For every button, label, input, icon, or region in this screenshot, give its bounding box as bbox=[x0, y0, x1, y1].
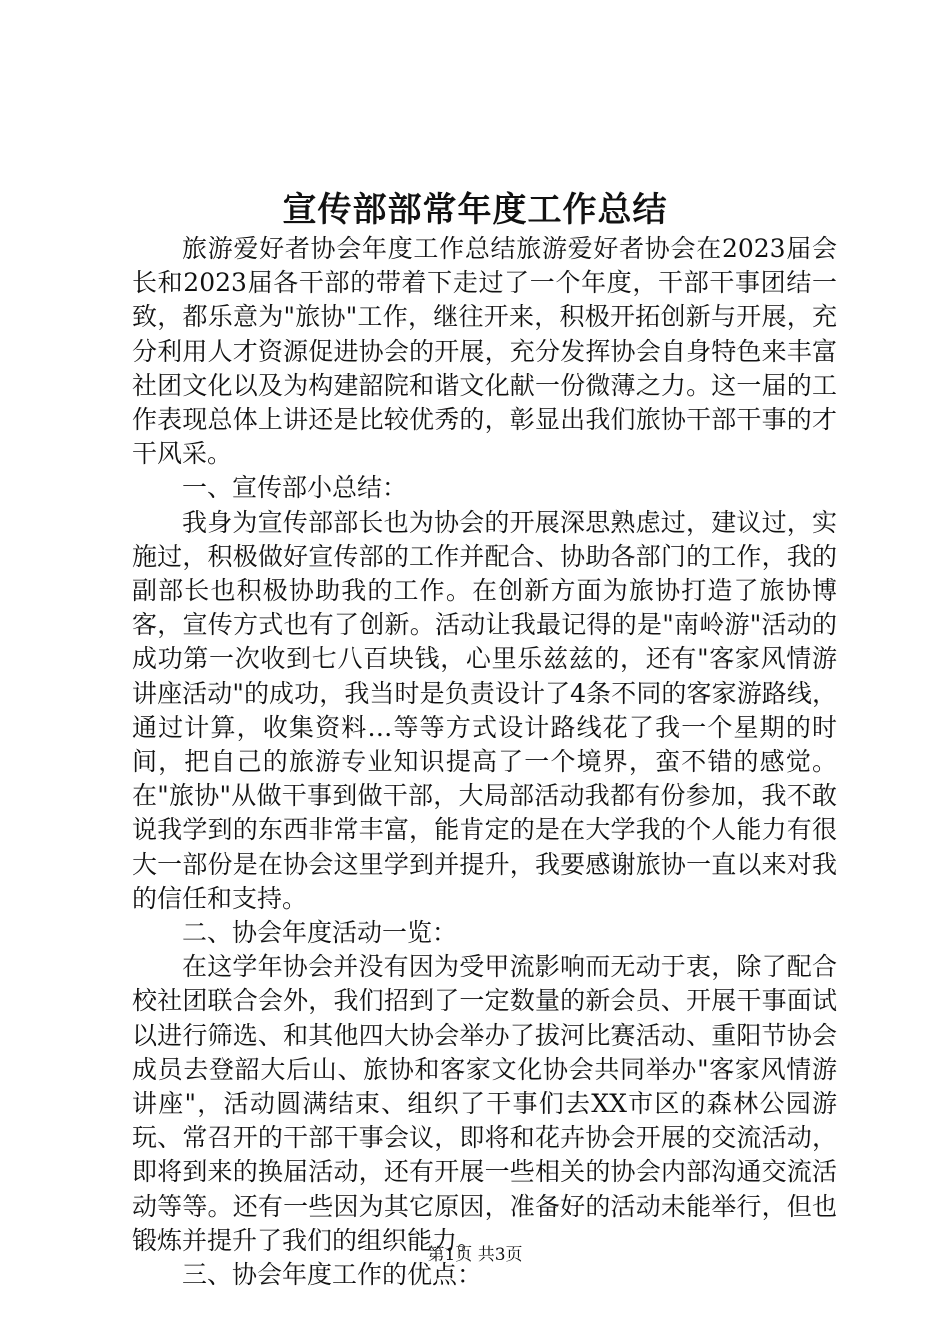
paragraph-annual-activities: 在这学年协会并没有因为受甲流影响而无动于衷，除了配合校社团联合会外，我们招到了一定数量的新会员、开展干事面试以进行筛选、和其他四大协会举办了拔河比赛活动、重阳节协会成员去登韶大后山、旅协和客家文化协会共同举办"客家风情游讲座"，活动圆满结束、组织了干事们去XX市区的森林公园游玩、常召开的干部干事会议，即将和花卉协会开展的交流活动，即将到来的换届活动，还有开展一些相关的协会内部沟通交流活动等等。还有一些因为其它原因，准备好的活动未能举行，但也锻炼并提升了我们的组织能力。 bbox=[132, 952, 837, 1255]
document-body bbox=[132, 232, 837, 1292]
section-heading-annual-activities: 二、协会年度活动一览： bbox=[182, 918, 458, 948]
page-footer: 第1页 共3页 bbox=[427, 1245, 523, 1265]
paragraph-publicity-summary: 我身为宣传部部长也为协会的开展深思熟虑过，建议过，实施过，积极做好宣传部的工作并配合、协助各部门的工作，我的副部长也积极协助我的工作。在创新方面为旅协打造了旅协博客，宣传方式也有了创新。活动让我最记得的是"南岭游"活动的成功第一次收到七八百块钱，心里乐兹兹的，还有"客家风情游讲座活动"的成功，我当时是负责设计了4条不同的客家游路线，通过计算，收集资料…等等方式设计路线花了我一个星期的时间，把自己的旅游专业知识提高了一个境界，蛮不错的感觉。在"旅协"从做干事到做干部，大局部活动我都有份参加，我不敢说我学到的东西非常丰富，能肯定的是在大学我的个人能力有很大一部份是在协会这里学到并提升，我要感谢旅协一直以来对我的信任和支持。 bbox=[132, 507, 837, 913]
paragraph-intro: 旅游爱好者协会年度工作总结旅游爱好者协会在2023届会长和2023届各干部的带着下走过了一个年度，干部干事团结一致，都乐意为"旅协"工作，继往开来，积极开拓创新与开展，充分利用人才资源促进协会的开展，充分发挥协会自身特色来丰富社团文化以及为构建韶院和谐文化献一份微薄之力。这一届的工作表现总体上讲还是比较优秀的，彰显出我们旅协干部干事的才干风采。 bbox=[132, 234, 837, 469]
section-heading-strengths: 三、协会年度工作的优点： bbox=[182, 1260, 483, 1290]
section-heading-publicity-summary: 一、宣传部小总结： bbox=[182, 473, 408, 503]
document-title: 宣传部部常年度工作总结 bbox=[282, 190, 668, 230]
